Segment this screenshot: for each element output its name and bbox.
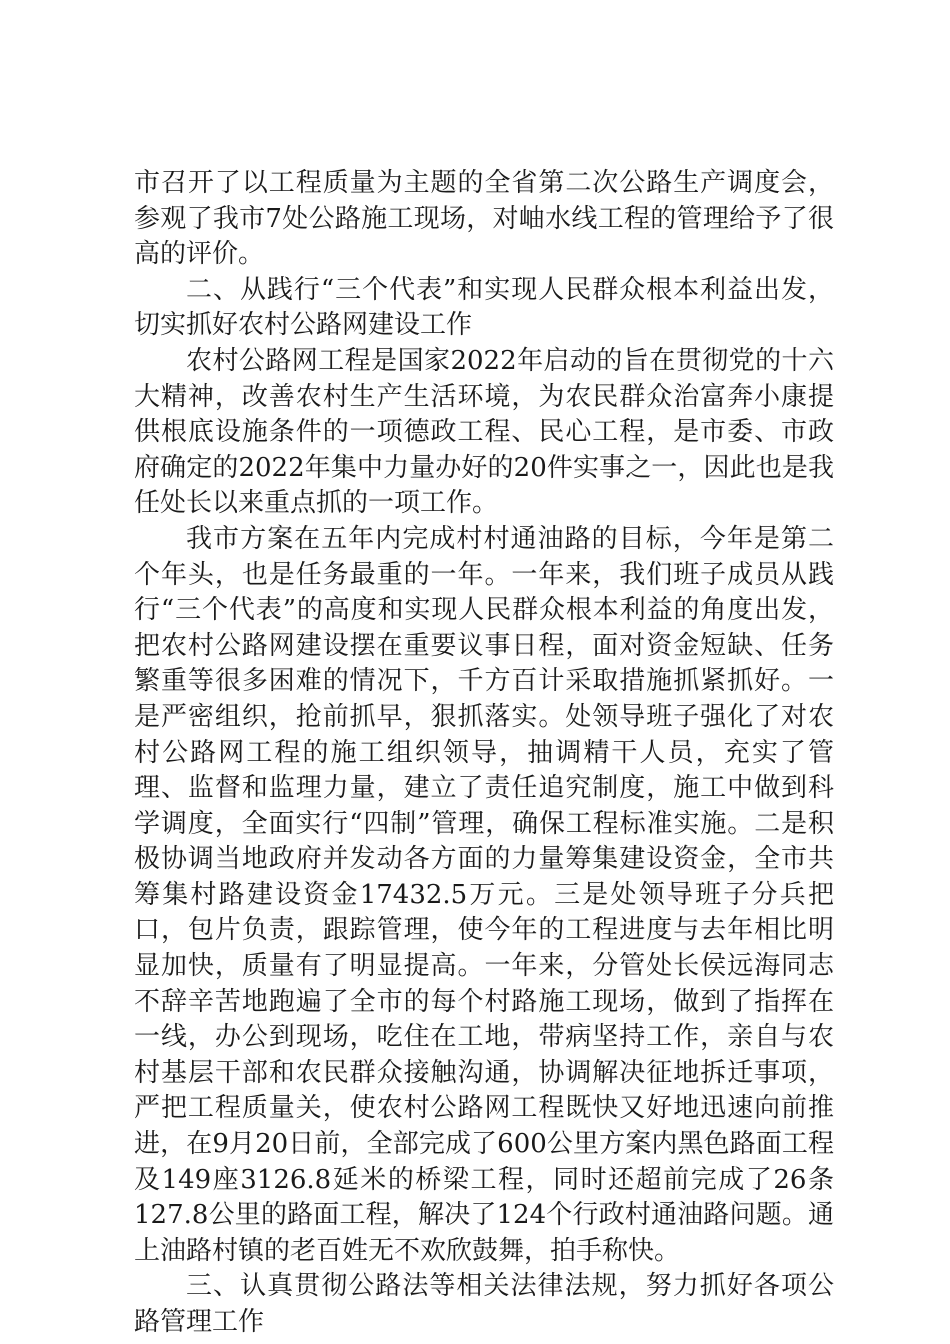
section-heading-2: 二、从践行“三个代表”和实现人民群众根本利益出发，切实抓好农村公路网建设工作 xyxy=(134,274,834,341)
document-body xyxy=(134,166,834,1341)
paragraph-rural-road-intro: 农村公路网工程是国家2022年启动的旨在贯彻党的十六大精神，改善农村生产生活环境，为农民群众治富奔小康提供根底设施条件的一项德政工程、民心工程，是市委、市政府确定的2022年集中力量办好的20件实事之一，因此也是我任处长以来重点抓的一项工作。 xyxy=(134,345,834,519)
section-heading-3: 三、认真贯彻公路法等相关法律法规，努力抓好各项公路管理工作 xyxy=(134,1271,834,1337)
paragraph-continuation: 市召开了以工程质量为主题的全省第二次公路生产调度会，参观了我市7处公路施工现场，对岫水线工程的管理给予了很高的评价。 xyxy=(134,168,834,270)
paragraph-rural-road-progress: 我市方案在五年内完成村村通油路的目标，今年是第二个年头，也是任务最重的一年。一年来，我们班子成员从践行“三个代表”的高度和实现人民群众根本利益的角度出发，把农村公路网建设摆在重要议事日程，面对资金短缺、任务繁重等很多困难的情况下，千方百计采取措施抓紧抓好。一是严密组织，抢前抓早，狠抓落实。处领导班子强化了对农村公路网工程的施工组织领导，抽调精干人员，充实了管理、监督和监理力量，建立了责任追究制度，施工中做到科学调度，全面实行“四制”管理，确保工程标准实施。二是积极协调当地政府并发动各方面的力量筹集建设资金，全市共筹集村路建设资金17432.5万元。三是处领导班子分兵把口，包片负责，跟踪管理，使今年的工程进度与去年相比明显加快，质量有了明显提高。一年来，分管处长侯远海同志不辞辛苦地跑遍了全市的每个村路施工现场，做到了指挥在一线，办公到现场，吃住在工地，带病坚持工作，亲自与农村基层干部和农民群众接触沟通，协调解决征地拆迁事项，严把工程质量关，使农村公路网工程既快又好地迅速向前推进，在9月20日前，全部完成了600公里方案内黑色路面工程及149座3126.8延米的桥梁工程，同时还超前完成了26条127.8公里的路面工程，解决了124个行政村通油路问题。通上油路村镇的老百姓无不欢欣鼓舞，拍手称快。 xyxy=(134,523,834,1266)
